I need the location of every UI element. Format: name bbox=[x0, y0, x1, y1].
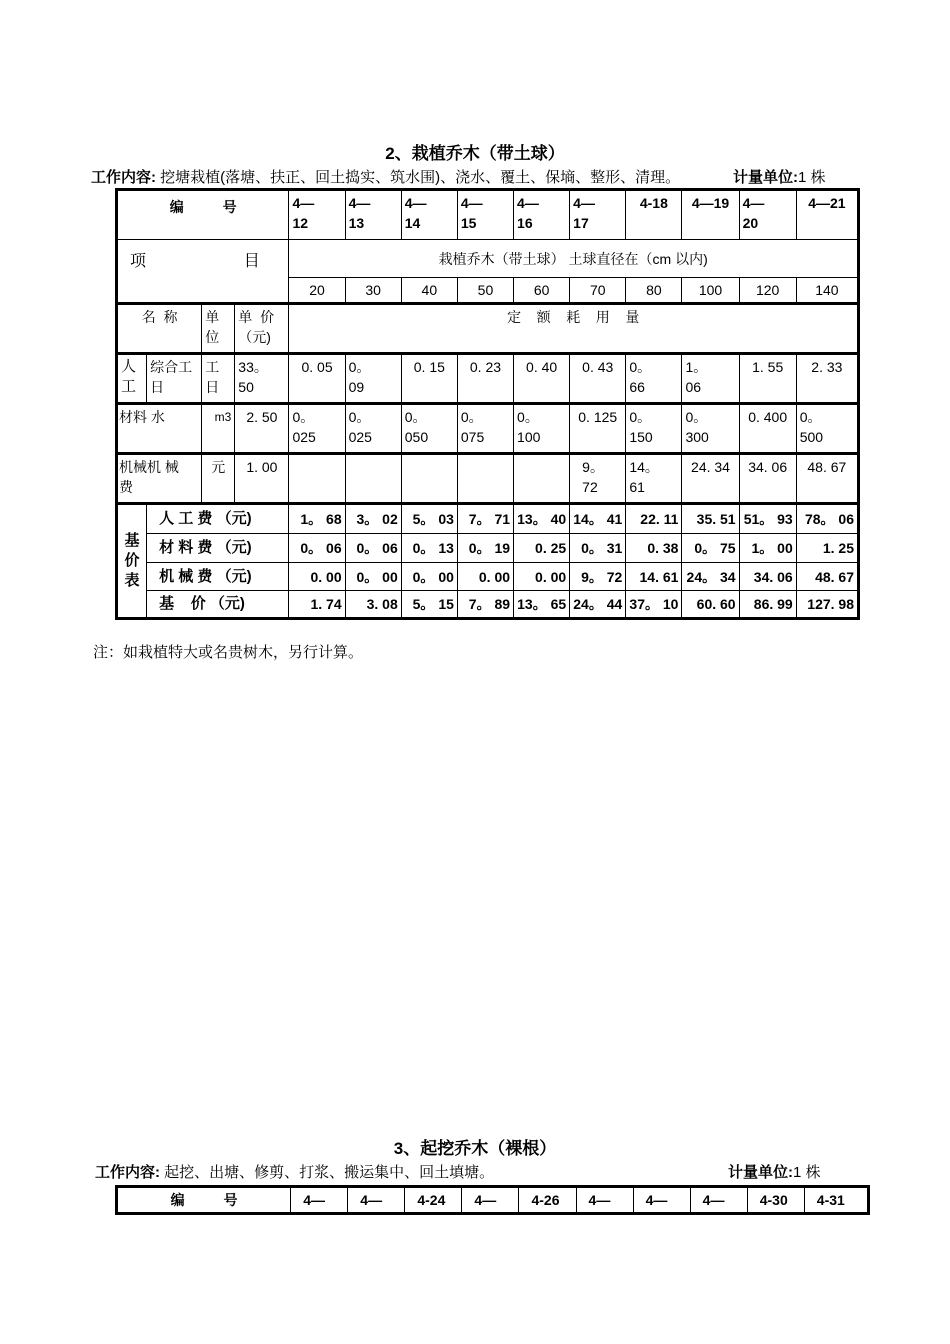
base-value: 13。 40 bbox=[514, 504, 570, 534]
code-cell: 4-18 bbox=[626, 190, 682, 240]
base-value: 35. 51 bbox=[682, 504, 739, 534]
code-cell: 4— bbox=[576, 1187, 633, 1214]
item-header: 项 目 bbox=[117, 240, 289, 304]
labor-value: 1。 06 bbox=[682, 354, 739, 404]
base-value: 14. 61 bbox=[626, 563, 682, 591]
base-value: 0。 06 bbox=[345, 534, 401, 563]
base-value: 0。 06 bbox=[289, 534, 345, 563]
material-value: 0. 125 bbox=[570, 404, 626, 454]
diameter-cell: 100 bbox=[682, 278, 739, 304]
base-value: 48. 67 bbox=[796, 563, 858, 591]
code-cell: 4— bbox=[633, 1187, 690, 1214]
material-row-label bbox=[117, 404, 202, 454]
base-value: 0。 31 bbox=[570, 534, 626, 563]
base-value: 0. 25 bbox=[514, 534, 570, 563]
diameter-cell: 60 bbox=[514, 278, 570, 304]
base-value: 78。 06 bbox=[796, 504, 858, 534]
base-value: 0。 00 bbox=[401, 563, 457, 591]
unit-header: 单 位 bbox=[202, 304, 235, 354]
code-cell: 4-26 bbox=[519, 1187, 576, 1214]
labor-name: 综合工 日 bbox=[147, 354, 202, 404]
base-value: 13。 65 bbox=[514, 591, 570, 619]
code-cell: 4— bbox=[462, 1187, 519, 1214]
material-value: 0。 025 bbox=[289, 404, 345, 454]
base-row-name: 基 价 （元) bbox=[147, 591, 289, 619]
base-value: 1. 74 bbox=[289, 591, 345, 619]
code-cell: 4— 14 bbox=[401, 190, 457, 240]
base-value: 0。 13 bbox=[401, 534, 457, 563]
material-price: 2. 50 bbox=[235, 404, 289, 454]
section2-unit bbox=[733, 166, 826, 187]
unit-value: 1 株 bbox=[793, 1164, 821, 1181]
base-value: 0。 00 bbox=[345, 563, 401, 591]
price-header: 单 价 （元) bbox=[235, 304, 289, 354]
machine-value bbox=[514, 454, 570, 504]
base-value: 0. 38 bbox=[626, 534, 682, 563]
unit-label: 计量单位: bbox=[728, 1164, 793, 1181]
base-value: 5。 15 bbox=[401, 591, 457, 619]
section2-title: 2、栽植乔木（带土球） bbox=[385, 144, 565, 163]
section3-work-content bbox=[95, 1161, 494, 1182]
consumption-header: 定 额 耗 用 量 bbox=[289, 304, 859, 354]
material-unit: m3 bbox=[202, 404, 235, 454]
labor-value: 0. 23 bbox=[457, 354, 513, 404]
code-cell: 4— 12 bbox=[289, 190, 345, 240]
machine-value bbox=[289, 454, 345, 504]
material-value: 0。 300 bbox=[682, 404, 739, 454]
material-category: 材料 bbox=[119, 409, 147, 425]
base-value: 60. 60 bbox=[682, 591, 739, 619]
base-value: 1. 25 bbox=[796, 534, 858, 563]
labor-value: 0. 05 bbox=[289, 354, 345, 404]
diameter-cell: 40 bbox=[401, 278, 457, 304]
base-row-name: 人 工 费 （元) bbox=[147, 504, 289, 534]
labor-value: 0. 40 bbox=[514, 354, 570, 404]
machine-value bbox=[401, 454, 457, 504]
machine-unit: 元 bbox=[202, 454, 235, 504]
base-value: 7。 71 bbox=[457, 504, 513, 534]
machine-value: 34. 06 bbox=[739, 454, 796, 504]
base-value: 0. 00 bbox=[457, 563, 513, 591]
material-value: 0。 100 bbox=[514, 404, 570, 454]
code-cell: 4-24 bbox=[405, 1187, 462, 1214]
base-price-label: 基 价 表 bbox=[117, 504, 147, 619]
code-cell: 4-30 bbox=[747, 1187, 804, 1214]
span-header: 栽植乔木（带土球） 土球直径在（cm 以内) bbox=[289, 240, 859, 278]
material-value: 0。 075 bbox=[457, 404, 513, 454]
labor-unit: 工 日 bbox=[202, 354, 235, 404]
diameter-cell: 30 bbox=[345, 278, 401, 304]
diameter-cell: 120 bbox=[739, 278, 796, 304]
labor-value: 1. 55 bbox=[739, 354, 796, 404]
diameter-cell: 20 bbox=[289, 278, 345, 304]
machine-price: 1. 00 bbox=[235, 454, 289, 504]
material-value: 0。 150 bbox=[626, 404, 682, 454]
base-value: 34. 06 bbox=[739, 563, 796, 591]
base-value: 9。 72 bbox=[570, 563, 626, 591]
work-content-text: 起挖、出塘、修剪、打浆、搬运集中、回土填塘。 bbox=[164, 1164, 495, 1181]
labor-value: 0. 43 bbox=[570, 354, 626, 404]
section2-note: 注：如栽植特大或名贵树木，另行计算。 bbox=[93, 644, 364, 661]
base-value: 7。 89 bbox=[457, 591, 513, 619]
code-cell: 4— 17 bbox=[570, 190, 626, 240]
base-value: 22. 11 bbox=[626, 504, 682, 534]
code-header: 编 号 bbox=[117, 190, 289, 240]
base-value: 5。 03 bbox=[401, 504, 457, 534]
section2-work-content bbox=[91, 166, 680, 187]
material-value: 0。 500 bbox=[796, 404, 858, 454]
base-value: 0。 19 bbox=[457, 534, 513, 563]
base-value: 24。 34 bbox=[682, 563, 739, 591]
code-cell: 4— 13 bbox=[345, 190, 401, 240]
base-value: 3. 08 bbox=[345, 591, 401, 619]
code-cell: 4— 20 bbox=[739, 190, 796, 240]
material-value: 0。 025 bbox=[345, 404, 401, 454]
base-value: 86. 99 bbox=[739, 591, 796, 619]
code-cell: 4—21 bbox=[796, 190, 858, 240]
labor-price: 33。 50 bbox=[235, 354, 289, 404]
base-value: 14。 41 bbox=[570, 504, 626, 534]
material-name: 水 bbox=[150, 409, 165, 425]
material-value: 0。 050 bbox=[401, 404, 457, 454]
machine-name: 机 械 费 bbox=[119, 459, 179, 495]
machine-category: 机械 bbox=[119, 459, 147, 475]
section3-unit bbox=[728, 1161, 821, 1182]
code-cell: 4—19 bbox=[682, 190, 739, 240]
code-cell: 4— 16 bbox=[514, 190, 570, 240]
labor-value: 2. 33 bbox=[796, 354, 858, 404]
labor-category: 人 工 bbox=[117, 354, 147, 404]
code-cell: 4— bbox=[291, 1187, 348, 1214]
diameter-cell: 70 bbox=[570, 278, 626, 304]
code-cell: 4— bbox=[690, 1187, 747, 1214]
material-value: 0. 400 bbox=[739, 404, 796, 454]
machine-value: 9。 72 bbox=[570, 454, 626, 504]
base-value: 1。 68 bbox=[289, 504, 345, 534]
base-row-name: 材 料 费 （元) bbox=[147, 534, 289, 563]
base-value: 127. 98 bbox=[796, 591, 858, 619]
unit-value: 1 株 bbox=[798, 169, 826, 186]
base-value: 3。 02 bbox=[345, 504, 401, 534]
base-value: 0. 00 bbox=[289, 563, 345, 591]
work-content-label: 工作内容: bbox=[91, 169, 156, 186]
machine-value: 14。 61 bbox=[626, 454, 682, 504]
base-row-name: 机 械 费 （元) bbox=[147, 563, 289, 591]
diameter-cell: 140 bbox=[796, 278, 858, 304]
work-content-text: 挖塘栽植(落塘、扶正、回土捣实、筑水围)、浇水、覆土、保墒、整形、清理。 bbox=[160, 169, 681, 186]
machine-value: 24. 34 bbox=[682, 454, 739, 504]
code-header: 编 号 bbox=[117, 1187, 291, 1214]
labor-value: 0. 15 bbox=[401, 354, 457, 404]
labor-value: 0。 66 bbox=[626, 354, 682, 404]
base-value: 24。 44 bbox=[570, 591, 626, 619]
section2-quota-table bbox=[115, 188, 860, 620]
unit-label: 计量单位: bbox=[733, 169, 798, 186]
machine-value bbox=[457, 454, 513, 504]
base-value: 0. 00 bbox=[514, 563, 570, 591]
machine-value bbox=[345, 454, 401, 504]
section3-title: 3、起挖乔木（裸根） bbox=[393, 1139, 557, 1158]
labor-value: 0。 09 bbox=[345, 354, 401, 404]
name-header: 名 称 bbox=[117, 304, 202, 354]
code-cell: 4-31 bbox=[804, 1187, 868, 1214]
diameter-cell: 50 bbox=[457, 278, 513, 304]
code-cell: 4— bbox=[348, 1187, 405, 1214]
base-value: 0。 75 bbox=[682, 534, 739, 563]
base-value: 51。 93 bbox=[739, 504, 796, 534]
section3-quota-table bbox=[115, 1185, 870, 1215]
diameter-cell: 80 bbox=[626, 278, 682, 304]
code-cell: 4— 15 bbox=[457, 190, 513, 240]
base-value: 1。 00 bbox=[739, 534, 796, 563]
machine-row-label bbox=[117, 454, 202, 504]
machine-value: 48. 67 bbox=[796, 454, 858, 504]
work-content-label: 工作内容: bbox=[95, 1164, 160, 1181]
base-value: 37。 10 bbox=[626, 591, 682, 619]
